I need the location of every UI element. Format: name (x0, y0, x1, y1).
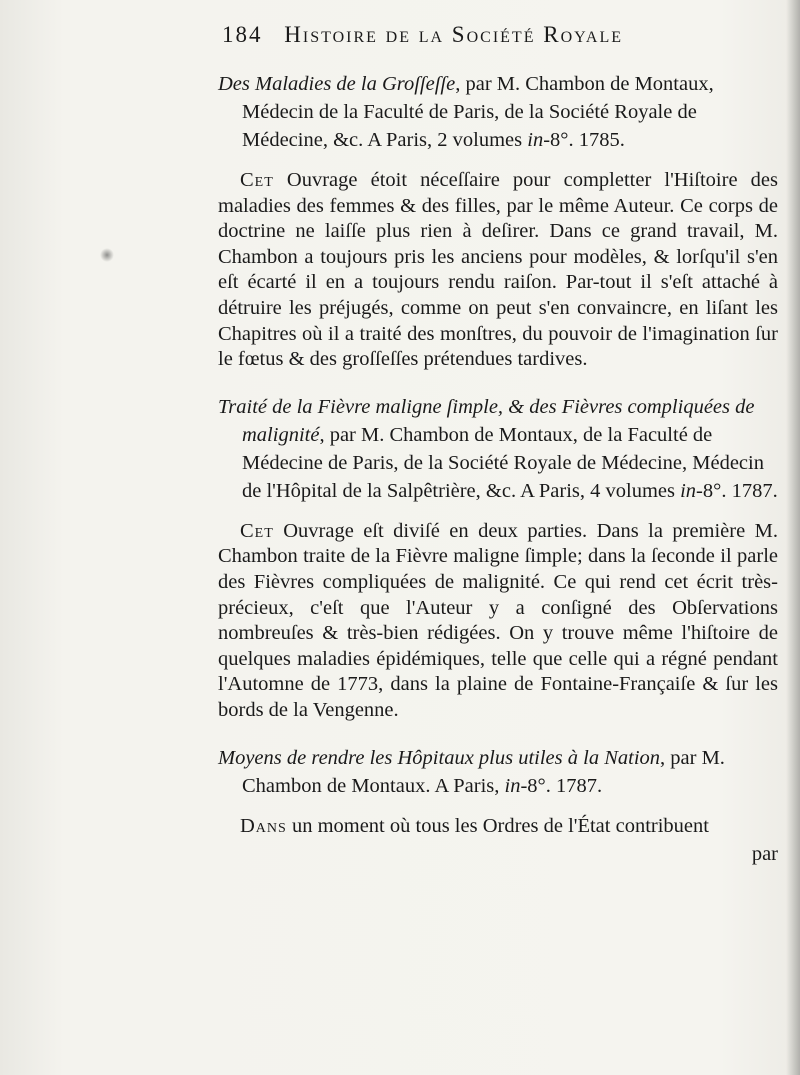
entry-1-body-lead: Cet (240, 169, 274, 191)
entry-3-format-rest: -8°. 1787. (520, 774, 603, 797)
entry-1-format-italic: in (527, 129, 544, 151)
entry-3-body (218, 814, 778, 840)
entry-1-title (218, 70, 778, 154)
entry-2-format-rest: -8°. 1787. (696, 479, 778, 502)
entry-3-body-lead: Dans (240, 814, 287, 837)
entry-2-body (218, 519, 778, 724)
entry-1-title-rest: , par M. Chambon de Montaux, Médecin de la Faculté de Paris, de la Société Royale de Médecine, &c. A Paris, 2 volumes (242, 73, 714, 151)
entry-3-title-italic: Moyens de rendre les Hôpitaux plus utiles à la Nation (218, 746, 661, 769)
entry-3-format-italic: in (504, 774, 521, 797)
entry-1-title-italic: Des Maladies de la Groſſeſſe (218, 73, 456, 95)
entry-2-body-lead: Cet (240, 519, 274, 542)
entry-2-format-italic: in (680, 479, 697, 502)
paper-spot (100, 248, 114, 262)
page-edge-shadow (786, 0, 800, 1075)
entry-2-body-text: Ouvrage eſt diviſé en deux parties. Dans la première M. Chambon traite de la Fièvre maligne ſimple; dans la ſeconde il parle des Fièvres compliquées de malignité. Ce qui rend cet écrit très-précieux, c'eſt que l'Auteur y a conſigné des Obſervations nombreuſes & très-bien rédigées. On y trouve même l'hiſtoire de quelques maladies épidémiques, telle que celle qui a régné pendant l'Automne de 1773, dans la plaine de Fontaine-Françaiſe & ſur les bords de la Vengenne. (218, 519, 778, 721)
running-header (222, 22, 722, 48)
entry-2-title-italic: Traité de la Fièvre maligne ſimple, & des Fièvres compliquées de malignité (218, 395, 755, 446)
entry-3-body-text: un moment où tous les Ordres de l'État contribuent (286, 814, 709, 837)
page-number: 184 (222, 22, 263, 47)
running-title: Histoire de la Société Royale (284, 22, 623, 47)
entry-3-title (218, 744, 778, 800)
page-body (218, 70, 778, 866)
entry-1-body (218, 168, 778, 373)
entry-3-title-rest: , par M. Chambon de Montaux. A Paris, (242, 746, 725, 797)
entry-2-title-rest: , par M. Chambon de Montaux, de la Faculté de Médecine de Paris, de la Société Royale de Médecine, Médecin de l'Hôpital de la Salpêtrière, &c. A Paris, 4 volumes (242, 423, 764, 502)
entry-2-title (218, 393, 778, 505)
catchword: par (751, 843, 778, 866)
entry-1-body-text: Ouvrage étoit néceſſaire pour completter l'Hiſtoire des maladies des femmes & des filles, par le même Auteur. Ce corps de doctrine ne laiſſe plus rien à deſirer. Dans ce grand travail, M. Chambon a toujours pris les anciens pour modèles, & lorſqu'il s'en eſt écarté il en a toujours rendu raiſon. Par-tout il s'eſt attaché à détruire les préjugés, comme on peut s'en convaincre, en liſant les Chapitres où il a traité des monſtres, du pouvoir de l'imagination ſur le fœtus & des groſſeſſes prétendues tardives. (218, 169, 778, 371)
entry-1-format-rest: -8°. 1785. (543, 129, 625, 151)
